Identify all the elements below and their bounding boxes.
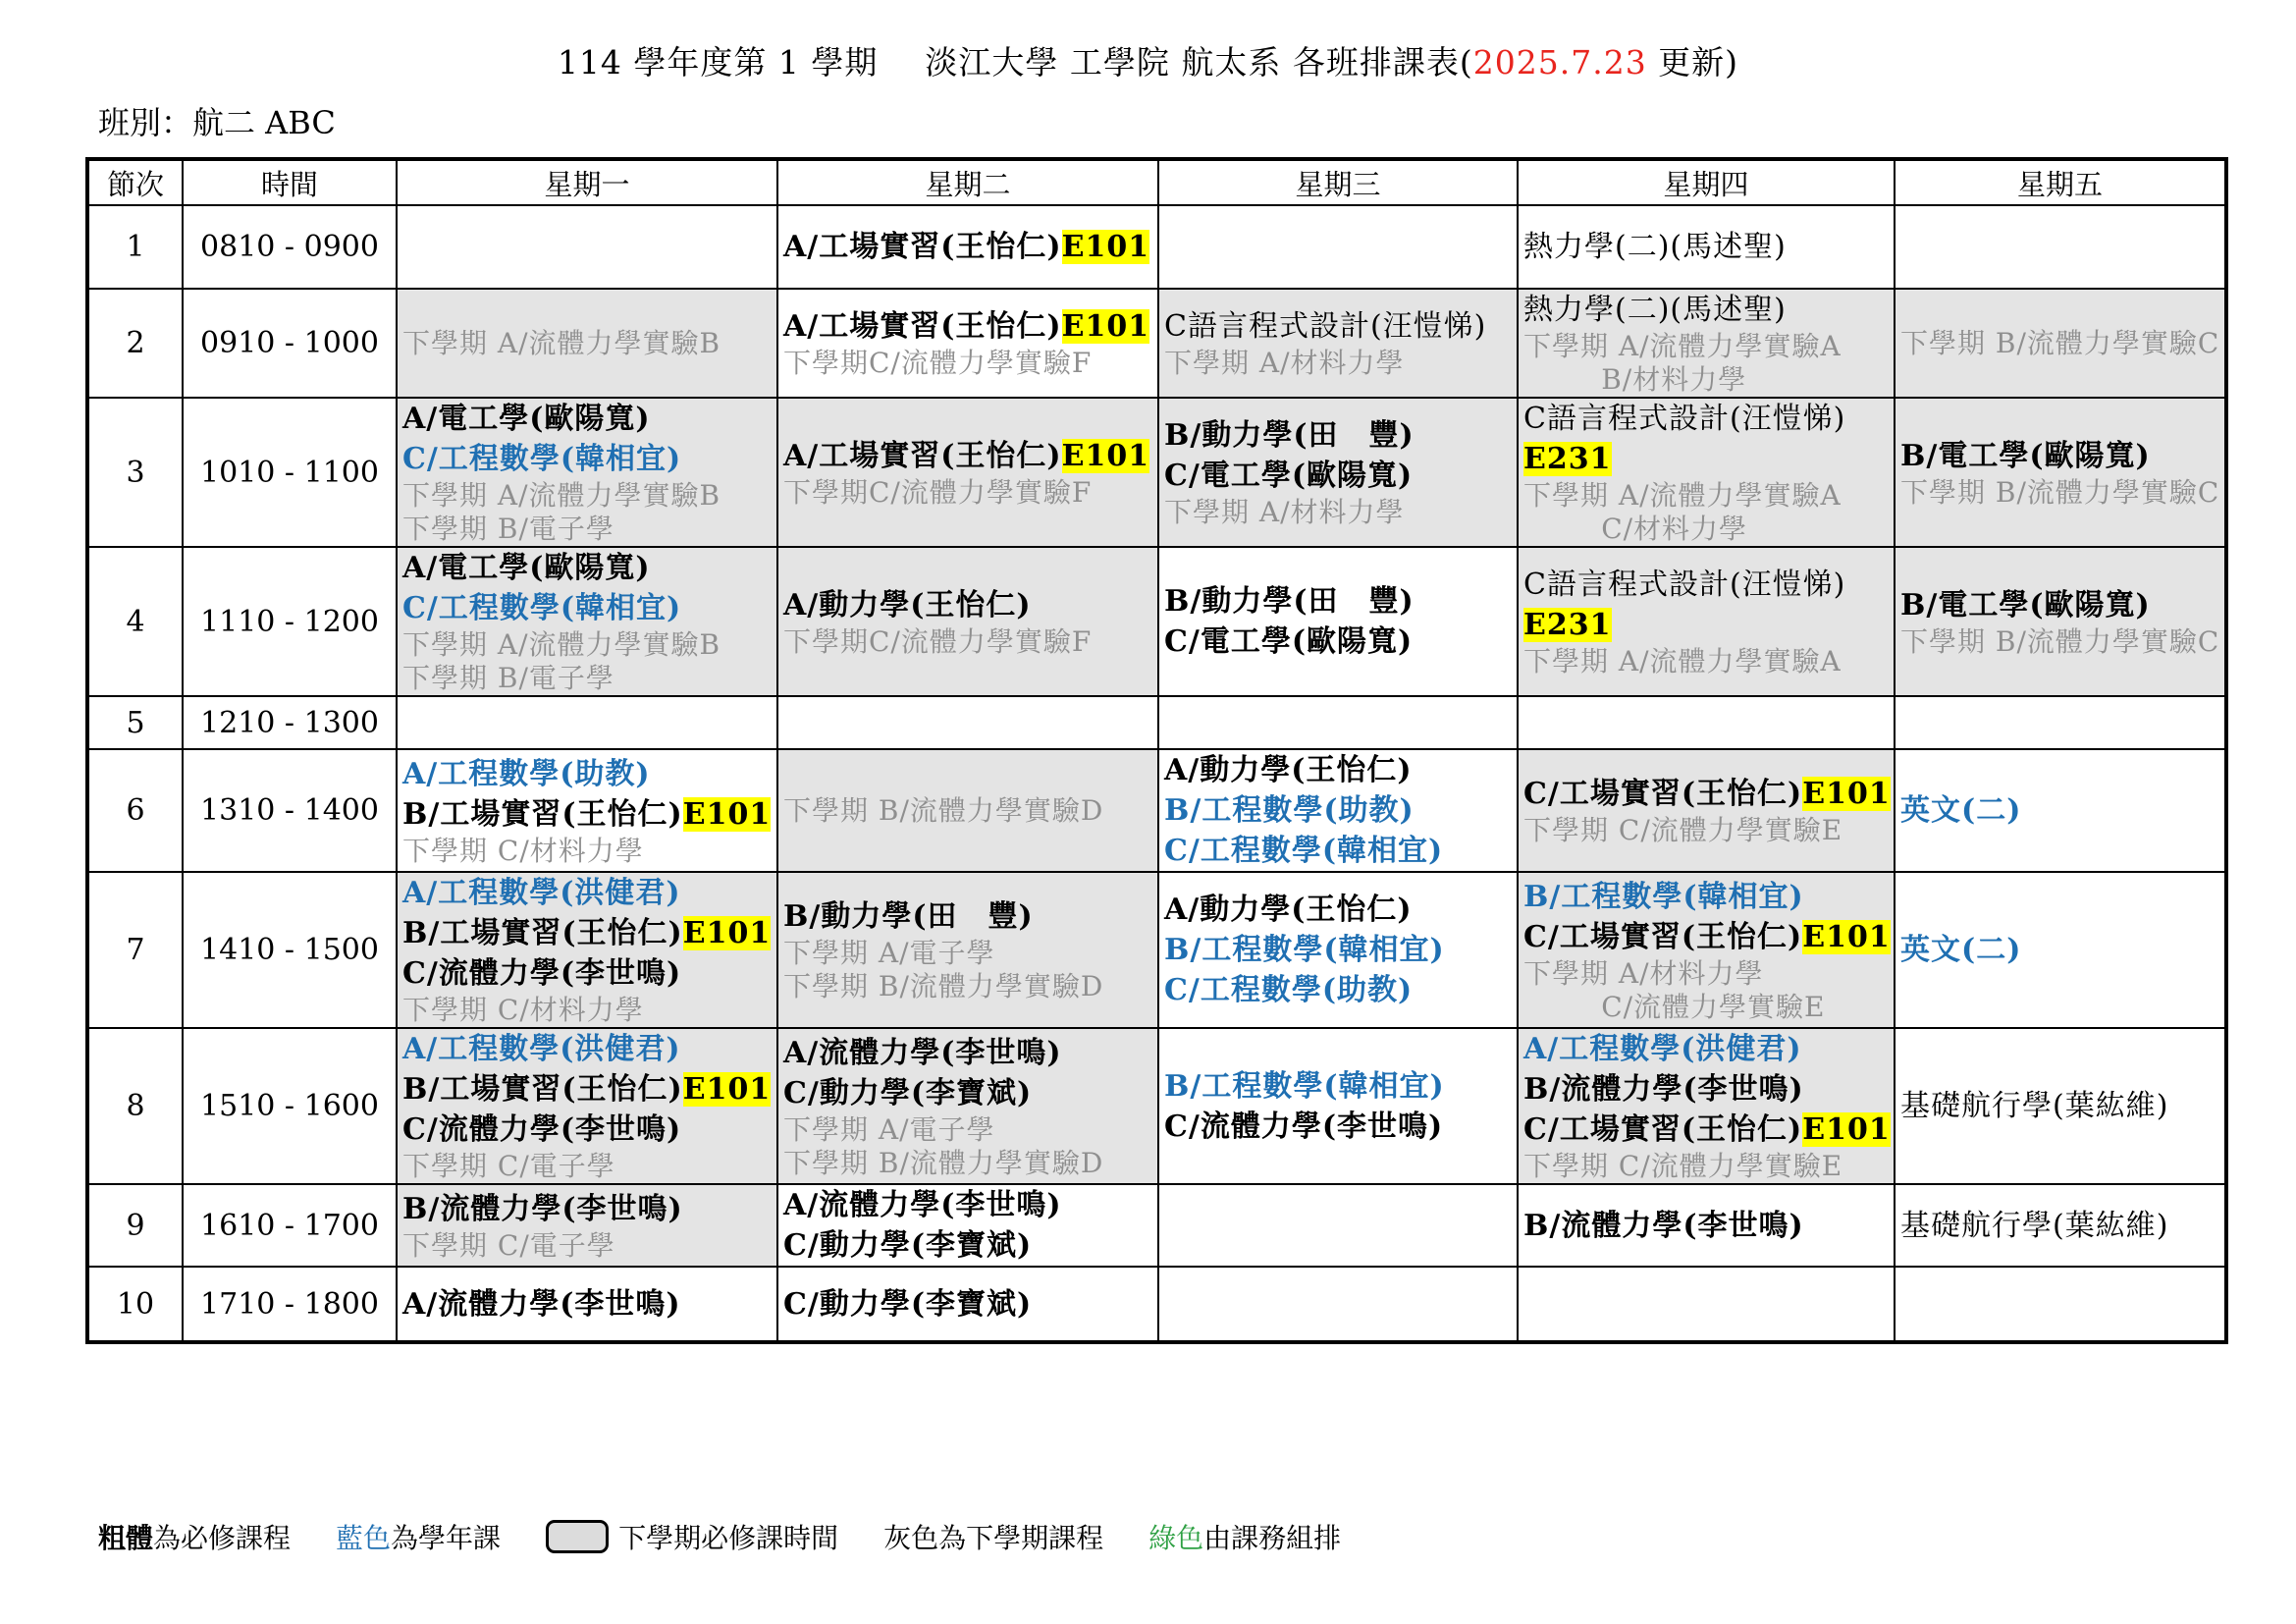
- time-cell: 1310 - 1400: [183, 749, 397, 872]
- course-entry: [1900, 1206, 2219, 1246]
- course-text: C/動力學(李寶斌): [783, 1228, 1033, 1263]
- period-cell: 6: [87, 749, 183, 872]
- room-badge: E101: [682, 916, 772, 950]
- period-cell: 3: [87, 398, 183, 547]
- next-semester-course: [783, 625, 1152, 659]
- course-entry: [1164, 790, 1512, 831]
- course-text: C/動力學(李寶斌): [783, 1075, 1033, 1110]
- course-text: 下學期 B/流體力學實驗C: [1900, 624, 2220, 658]
- course-entry: [1523, 1206, 1889, 1246]
- course-entry: [402, 548, 772, 588]
- time-cell: 1610 - 1700: [183, 1184, 397, 1267]
- schedule-cell: [397, 289, 777, 398]
- course-text: 下學期 A/材料力學: [1523, 956, 1764, 990]
- course-text: 基礎航行學(葉紘維): [1900, 1208, 2169, 1243]
- course-text: 下學期 A/流體力學實驗A: [1523, 645, 1842, 677]
- course-text: B/工程數學(韓相宜): [1523, 879, 1804, 914]
- course-text: B/工程數學(韓相宜): [1164, 1068, 1445, 1104]
- course-text: A/工程數學(洪健君): [1523, 1032, 1802, 1066]
- course-entry: [1164, 581, 1512, 622]
- course-entry: [1523, 227, 1889, 267]
- course-text: 英文(二): [1900, 793, 2022, 828]
- course-entry: [402, 588, 772, 628]
- course-text: B/動力學(田 豐): [1164, 418, 1415, 453]
- room-badge: E101: [682, 796, 772, 832]
- course-text: B/流體力學(李世鳴): [402, 1191, 683, 1226]
- period-cell: 4: [87, 547, 183, 696]
- table-row: [87, 547, 2226, 696]
- semester-label: 114 學年度第 1 學期: [557, 43, 879, 81]
- period-cell: 7: [87, 872, 183, 1028]
- next-semester-course: [1900, 327, 2219, 360]
- next-semester-course: [1523, 363, 1889, 397]
- schedule-cell: [397, 749, 777, 872]
- course-entry: [1523, 1029, 1889, 1069]
- course-entry: [1523, 605, 1889, 645]
- next-semester-course: [402, 1229, 772, 1263]
- time-cell: 1210 - 1300: [183, 696, 397, 749]
- course-entry: [1164, 1066, 1512, 1107]
- schedule-cell: [1895, 398, 2226, 547]
- room-badge: E231: [1523, 608, 1612, 642]
- course-text: A/動力學(王怡仁): [783, 587, 1032, 623]
- course-text: 下學期C/流體力學實驗F: [783, 347, 1093, 379]
- table-row: [87, 696, 2226, 749]
- table-row: [87, 1184, 2226, 1267]
- course-text: A/工場實習(王怡仁): [783, 438, 1062, 473]
- schedule-cell: [777, 205, 1158, 289]
- course-entry: [1164, 930, 1512, 970]
- period-cell: 5: [87, 696, 183, 749]
- course-text: B/動力學(田 豐): [1164, 584, 1415, 619]
- course-entry: [783, 1033, 1152, 1073]
- course-text: C/流體力學(李世鳴): [402, 1112, 682, 1147]
- header-period: 節次: [87, 159, 183, 205]
- page-title: [0, 37, 2296, 83]
- schedule-cell: [1158, 547, 1518, 696]
- next-semester-course: [1900, 476, 2219, 510]
- course-entry: [1164, 622, 1512, 662]
- legend: [98, 1517, 1386, 1556]
- next-semester-course: [402, 513, 772, 546]
- schedule-cell: [777, 1184, 1158, 1267]
- header-time: 時間: [183, 159, 397, 205]
- header-tuesday: 星期二: [777, 159, 1158, 205]
- next-semester-course: [1164, 496, 1512, 529]
- table-row: [87, 1028, 2226, 1184]
- course-entry: [1523, 290, 1889, 330]
- course-entry: [1164, 306, 1512, 347]
- table-row: [87, 1267, 2226, 1342]
- table-row: [87, 872, 2226, 1028]
- table-row: [87, 749, 2226, 872]
- schedule-cell: [1158, 872, 1518, 1028]
- header-monday: 星期一: [397, 159, 777, 205]
- header-friday: 星期五: [1895, 159, 2226, 205]
- room-badge: E101: [1802, 1112, 1891, 1147]
- schedule-cell: [397, 547, 777, 696]
- course-entry: [1164, 456, 1512, 496]
- course-entry: [402, 953, 772, 994]
- course-text: 下學期 A/材料力學: [1164, 496, 1405, 528]
- course-entry: [1523, 399, 1889, 439]
- course-text: C/工程數學(韓相宜): [402, 591, 682, 625]
- next-semester-course: [402, 662, 772, 695]
- course-entry: [402, 1069, 772, 1110]
- next-semester-course: [783, 476, 1152, 510]
- course-text: 下學期 A/流體力學實驗B: [402, 628, 721, 661]
- course-text: 下學期 A/材料力學: [1164, 347, 1405, 379]
- period-cell: 10: [87, 1267, 183, 1342]
- legend-green: 綠色 由課務組排: [1148, 1522, 1342, 1554]
- period-cell: 9: [87, 1184, 183, 1267]
- course-entry: [1164, 890, 1512, 930]
- schedule-cell: [1518, 749, 1895, 872]
- next-semester-course: [783, 1113, 1152, 1147]
- course-entry: [1900, 1086, 2219, 1126]
- header-thursday: 星期四: [1518, 159, 1895, 205]
- schedule-table: [85, 157, 2228, 1344]
- course-text: B/電工學(歐陽寬): [1900, 438, 2151, 473]
- course-text: 下學期 B/流體力學實驗C: [1900, 475, 2220, 509]
- next-semester-course: [402, 835, 772, 868]
- next-semester-course: [783, 970, 1152, 1003]
- course-entry: [783, 1284, 1152, 1325]
- next-semester-course: [1523, 330, 1889, 363]
- course-text: C/動力學(李寶斌): [783, 1286, 1033, 1322]
- next-semester-course: [402, 1150, 772, 1183]
- course-text: C/工程數學(韓相宜): [1164, 834, 1444, 868]
- schedule-cell: [1158, 1267, 1518, 1342]
- schedule-cell: [1518, 872, 1895, 1028]
- room-badge: E101: [1802, 919, 1891, 954]
- room-badge: E101: [682, 1072, 772, 1107]
- course-entry: [1523, 565, 1889, 605]
- department-label: 淡江大學 工學院 航太系 各班排課表(: [925, 43, 1473, 81]
- schedule-cell: [1518, 547, 1895, 696]
- course-text: 下學期 A/流體力學實驗B: [402, 326, 721, 359]
- next-semester-course: [783, 937, 1152, 970]
- course-text: B/電工學(歐陽寬): [1900, 587, 2151, 623]
- course-text: B/工程數學(助教): [1164, 793, 1415, 828]
- schedule-cell: [397, 1184, 777, 1267]
- next-semester-course: [402, 327, 772, 360]
- course-text: A/流體力學(李世鳴): [402, 1286, 681, 1322]
- table-row: [87, 398, 2226, 547]
- course-entry: [783, 1185, 1152, 1225]
- schedule-cell: [777, 872, 1158, 1028]
- time-cell: 1010 - 1100: [183, 398, 397, 547]
- schedule-cell: [1158, 749, 1518, 872]
- course-entry: [402, 1189, 772, 1229]
- next-semester-course: [1523, 513, 1889, 546]
- course-entry: [1523, 439, 1889, 479]
- schedule-cell: [1895, 749, 2226, 872]
- next-semester-course: [1523, 645, 1889, 678]
- course-text: A/工程數學(洪健君): [402, 1032, 681, 1066]
- course-text: A/工程數學(洪健君): [402, 876, 681, 910]
- course-text: A/電工學(歐陽寬): [402, 402, 651, 436]
- time-cell: 1410 - 1500: [183, 872, 397, 1028]
- course-text: C/流體力學實驗E: [1523, 990, 1826, 1023]
- course-entry: [783, 585, 1152, 625]
- course-entry: [1164, 831, 1512, 871]
- schedule-cell: [1895, 1028, 2226, 1184]
- course-text: A/工程數學(助教): [402, 756, 651, 791]
- course-entry: [1523, 917, 1889, 957]
- course-text: C/工場實習(王怡仁): [1523, 777, 1803, 811]
- legend-blue: 藍色 為學年課: [336, 1522, 502, 1554]
- schedule-cell: [1518, 1267, 1895, 1342]
- course-entry: [1523, 1110, 1889, 1150]
- course-entry: [402, 873, 772, 913]
- table-row: [87, 205, 2226, 289]
- course-text: C/電工學(歐陽寬): [1164, 459, 1414, 493]
- course-entry: [1900, 436, 2219, 476]
- room-badge: E101: [1061, 309, 1150, 344]
- schedule-cell: [777, 1028, 1158, 1184]
- course-entry: [1164, 970, 1512, 1010]
- schedule-cell: [397, 696, 777, 749]
- course-text: C語言程式設計(汪愷悌): [1164, 309, 1487, 344]
- course-text: C/材料力學: [1523, 513, 1748, 545]
- course-text: C/工程數學(韓相宜): [402, 442, 682, 476]
- course-text: 下學期 C/材料力學: [402, 994, 644, 1026]
- schedule-cell: [1158, 205, 1518, 289]
- course-entry: [783, 227, 1152, 267]
- course-entry: [1164, 1107, 1512, 1147]
- schedule-cell: [1158, 1184, 1518, 1267]
- schedule-cell: [777, 547, 1158, 696]
- course-text: 下學期 C/電子學: [402, 1150, 615, 1182]
- period-cell: 2: [87, 289, 183, 398]
- next-semester-course: [783, 1147, 1152, 1180]
- course-entry: [1523, 877, 1889, 917]
- course-entry: [783, 896, 1152, 937]
- course-text: A/動力學(王怡仁): [1164, 753, 1413, 787]
- course-text: C語言程式設計(汪愷悌): [1523, 568, 1846, 602]
- course-entry: [783, 306, 1152, 347]
- course-entry: [1164, 750, 1512, 790]
- course-entry: [1900, 790, 2219, 831]
- room-badge: E101: [1061, 230, 1150, 264]
- next-semester-course: [783, 794, 1152, 828]
- course-text: A/工場實習(王怡仁): [783, 309, 1062, 344]
- schedule-cell: [777, 749, 1158, 872]
- course-text: C/電工學(歐陽寬): [1164, 624, 1414, 659]
- schedule-cell: [1158, 1028, 1518, 1184]
- course-entry: [1900, 585, 2219, 625]
- course-text: 下學期 A/電子學: [783, 937, 995, 969]
- course-text: 下學期 B/電子學: [402, 513, 614, 545]
- course-text: 下學期 B/流體力學實驗D: [783, 793, 1104, 827]
- shade-swatch: [546, 1520, 609, 1553]
- course-text: 下學期 A/流體力學實驗A: [1523, 330, 1842, 362]
- course-text: B/工場實習(王怡仁): [402, 916, 683, 950]
- time-cell: 0810 - 0900: [183, 205, 397, 289]
- next-semester-course: [402, 628, 772, 662]
- next-semester-course: [402, 994, 772, 1027]
- course-text: C/工程數學(助教): [1164, 973, 1414, 1007]
- update-date: 2025.7.23: [1472, 43, 1647, 81]
- course-text: 下學期 B/電子學: [402, 662, 614, 694]
- schedule-cell: [1895, 696, 2226, 749]
- schedule-body: [87, 205, 2226, 1342]
- schedule-cell: [1895, 1267, 2226, 1342]
- next-semester-course: [1523, 1150, 1889, 1183]
- course-text: B/動力學(田 豐): [783, 899, 1034, 934]
- course-text: 下學期 C/電子學: [402, 1228, 615, 1262]
- course-text: 下學期 B/流體力學實驗D: [783, 970, 1104, 1002]
- schedule-cell: [397, 1267, 777, 1342]
- update-suffix: 更新): [1646, 43, 1739, 81]
- next-semester-course: [1523, 479, 1889, 513]
- schedule-cell: [1158, 289, 1518, 398]
- schedule-cell: [1518, 1184, 1895, 1267]
- schedule-cell: [1895, 547, 2226, 696]
- schedule-cell: [1895, 289, 2226, 398]
- course-text: 熱力學(二)(馬述聖): [1523, 230, 1787, 264]
- next-semester-course: [1523, 814, 1889, 847]
- schedule-cell: [1518, 205, 1895, 289]
- room-badge: E101: [1802, 777, 1891, 811]
- course-entry: [402, 399, 772, 439]
- schedule-cell: [1518, 1028, 1895, 1184]
- course-text: 下學期 C/流體力學實驗E: [1523, 814, 1843, 846]
- period-cell: 8: [87, 1028, 183, 1184]
- course-entry: [402, 754, 772, 794]
- next-semester-course: [402, 479, 772, 513]
- course-text: C語言程式設計(汪愷悌): [1523, 402, 1846, 436]
- schedule-cell: [1895, 205, 2226, 289]
- course-text: A/工場實習(王怡仁): [783, 230, 1062, 264]
- course-entry: [402, 439, 772, 479]
- course-text: 下學期 A/流體力學實驗A: [1523, 479, 1842, 512]
- course-entry: [1900, 930, 2219, 970]
- schedule-cell: [1158, 398, 1518, 547]
- course-text: C/工場實習(王怡仁): [1523, 1112, 1803, 1147]
- period-cell: 1: [87, 205, 183, 289]
- time-cell: 1110 - 1200: [183, 547, 397, 696]
- schedule-cell: [397, 872, 777, 1028]
- header-row: [87, 159, 2226, 205]
- room-badge: E101: [1061, 438, 1150, 473]
- schedule-cell: [1158, 696, 1518, 749]
- course-text: B/流體力學(李世鳴): [1523, 1072, 1804, 1107]
- course-text: 下學期 C/流體力學實驗E: [1523, 1150, 1843, 1182]
- course-entry: [783, 436, 1152, 476]
- schedule-cell: [1895, 1184, 2226, 1267]
- next-semester-course: [1900, 625, 2219, 659]
- legend-shade: 下學期必修課時間: [546, 1517, 838, 1556]
- course-text: 下學期 A/流體力學實驗B: [402, 479, 721, 512]
- schedule-cell: [397, 1028, 777, 1184]
- course-entry: [783, 1225, 1152, 1266]
- next-semester-course: [1523, 991, 1889, 1024]
- legend-bold: 粗體 為必修課程: [98, 1522, 292, 1554]
- legend-gray: 灰色為下學期課程: [883, 1522, 1104, 1554]
- time-cell: 1710 - 1800: [183, 1267, 397, 1342]
- course-text: A/流體力學(李世鳴): [783, 1035, 1062, 1070]
- course-text: A/流體力學(李世鳴): [783, 1188, 1062, 1222]
- course-text: 下學期C/流體力學實驗F: [783, 624, 1093, 658]
- next-semester-course: [1164, 347, 1512, 380]
- course-text: 下學期 C/材料力學: [402, 834, 644, 867]
- schedule-cell: [1518, 289, 1895, 398]
- course-entry: [402, 1110, 772, 1150]
- next-semester-course: [1523, 957, 1889, 991]
- course-text: 下學期C/流體力學實驗F: [783, 475, 1093, 509]
- schedule-cell: [1895, 872, 2226, 1028]
- course-text: B/工程數學(韓相宜): [1164, 933, 1445, 967]
- schedule-cell: [777, 1267, 1158, 1342]
- course-entry: [402, 1284, 772, 1325]
- next-semester-course: [783, 347, 1152, 380]
- course-text: 下學期 B/流體力學實驗C: [1900, 326, 2220, 359]
- table-row: [87, 289, 2226, 398]
- schedule-cell: [777, 398, 1158, 547]
- schedule-cell: [397, 398, 777, 547]
- course-entry: [402, 794, 772, 835]
- time-cell: 1510 - 1600: [183, 1028, 397, 1184]
- room-badge: E231: [1523, 442, 1612, 476]
- course-text: 下學期 A/電子學: [783, 1112, 995, 1146]
- course-text: 基礎航行學(葉紘維): [1900, 1089, 2169, 1123]
- course-text: A/電工學(歐陽寬): [402, 551, 651, 585]
- course-entry: [1523, 774, 1889, 814]
- course-text: 下學期 B/流體力學實驗D: [783, 1146, 1104, 1179]
- course-entry: [1164, 415, 1512, 456]
- header-wednesday: 星期三: [1158, 159, 1518, 205]
- course-entry: [1523, 1069, 1889, 1110]
- course-text: B/工場實習(王怡仁): [402, 1072, 683, 1107]
- course-text: C/流體力學(李世鳴): [402, 956, 682, 991]
- schedule-cell: [777, 289, 1158, 398]
- course-text: C/流體力學(李世鳴): [1164, 1109, 1444, 1144]
- course-text: B/流體力學(李世鳴): [1523, 1208, 1804, 1243]
- schedule-cell: [1518, 696, 1895, 749]
- schedule-cell: [777, 696, 1158, 749]
- class-label: 班別：航二 ABC: [98, 104, 336, 141]
- course-text: 熱力學(二)(馬述聖): [1523, 293, 1787, 327]
- course-text: C/工場實習(王怡仁): [1523, 919, 1803, 954]
- time-cell: 0910 - 1000: [183, 289, 397, 398]
- course-text: 英文(二): [1900, 933, 2022, 967]
- course-text: A/動力學(王怡仁): [1164, 893, 1413, 927]
- course-text: B/材料力學: [1523, 363, 1747, 396]
- course-text: B/工場實習(王怡仁): [402, 796, 683, 832]
- course-entry: [402, 913, 772, 953]
- course-entry: [783, 1073, 1152, 1113]
- course-entry: [402, 1029, 772, 1069]
- schedule-cell: [397, 205, 777, 289]
- schedule-cell: [1518, 398, 1895, 547]
